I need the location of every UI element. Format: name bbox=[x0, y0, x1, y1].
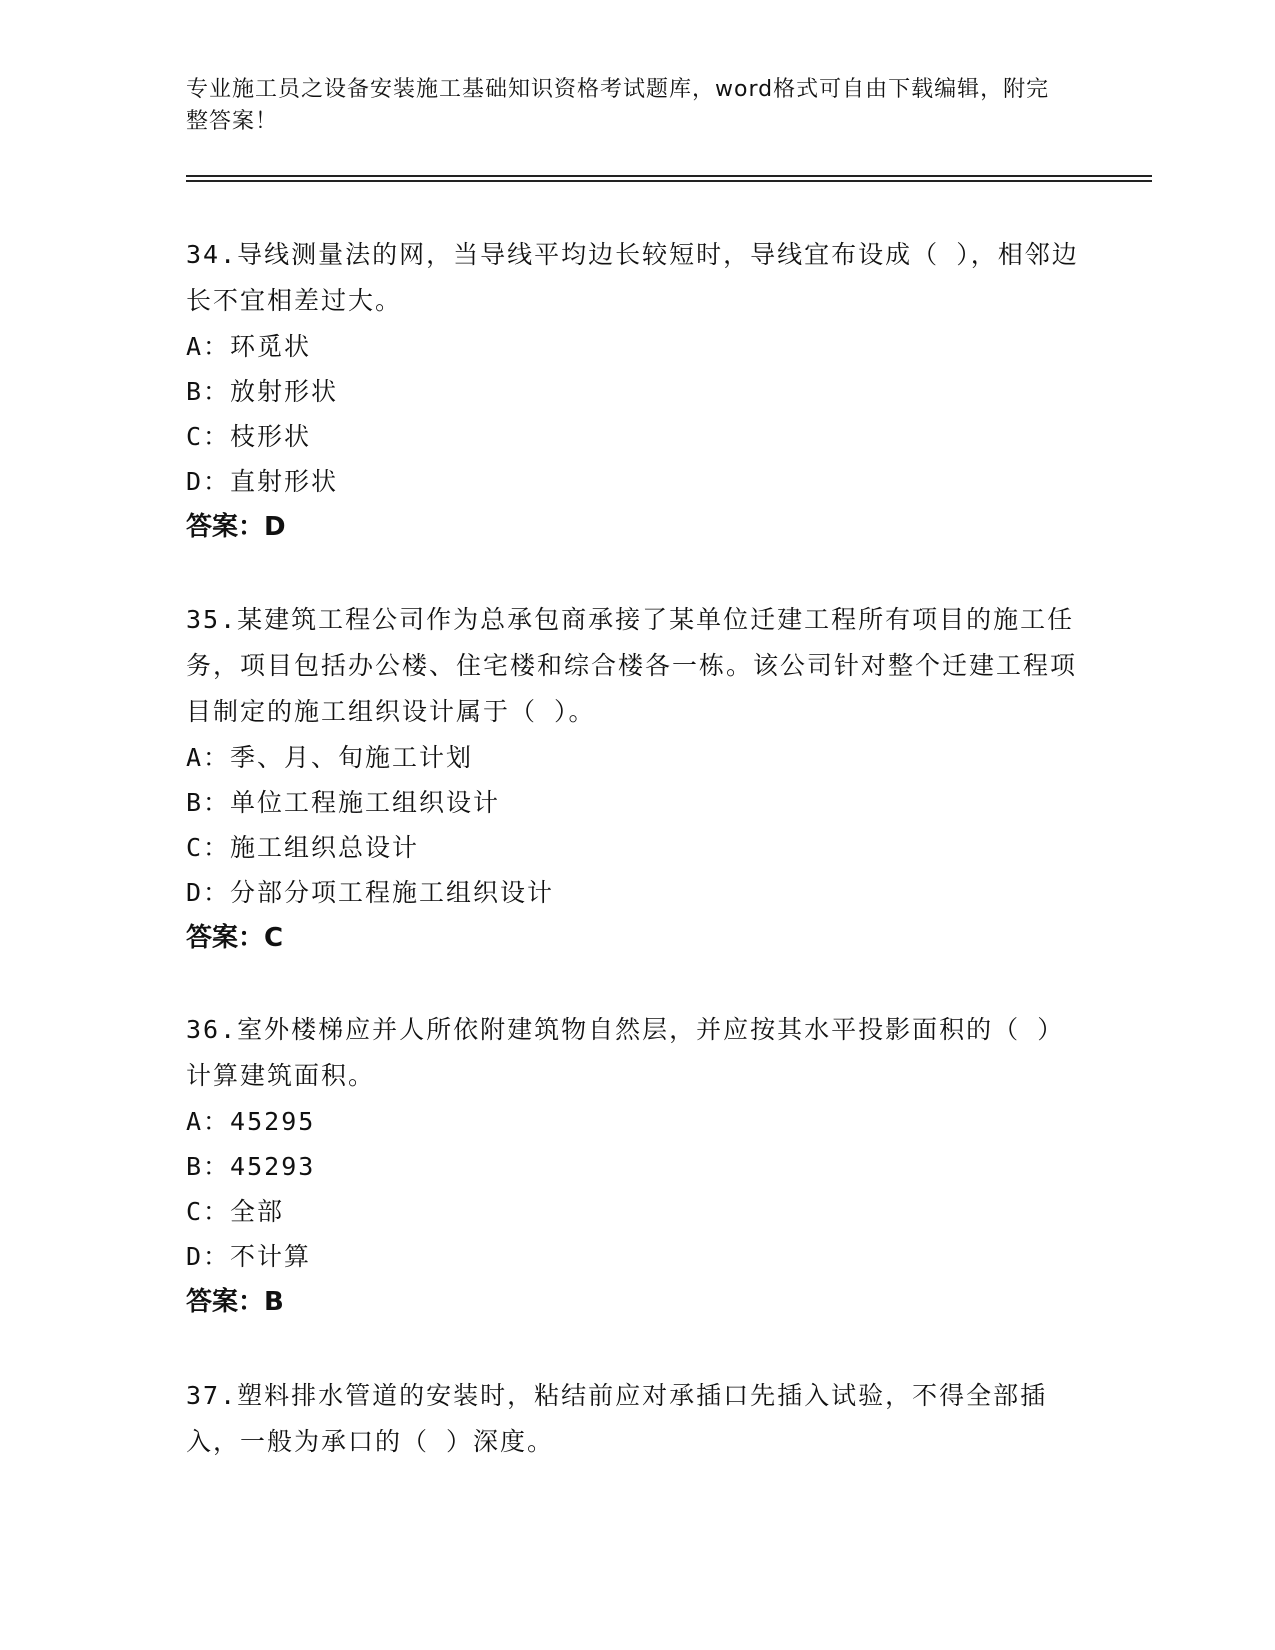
header-divider-bottom bbox=[186, 180, 1152, 182]
option-c: C：枝形状 bbox=[186, 422, 312, 451]
option-b: B：45293 bbox=[186, 1152, 316, 1181]
option-a: A：环觅状 bbox=[186, 332, 312, 361]
answer-label: 答案：B bbox=[186, 1287, 284, 1317]
option-c: C：全部 bbox=[186, 1197, 285, 1226]
answer-label: 答案：D bbox=[186, 512, 286, 542]
option-a: A：季、月、旬施工计划 bbox=[186, 743, 474, 772]
question-37 bbox=[186, 1373, 1086, 1465]
option-c: C：施工组织总设计 bbox=[186, 833, 420, 862]
option-b: B：放射形状 bbox=[186, 377, 339, 406]
option-d: D：直射形状 bbox=[186, 467, 339, 496]
question-stem: 34.导线测量法的网，当导线平均边长较短时，导线宜布设成（ ），相邻边长不宜相差过大。 bbox=[186, 240, 1079, 315]
question-34 bbox=[186, 232, 1086, 550]
option-b: B：单位工程施工组织设计 bbox=[186, 788, 501, 817]
option-d: D：不计算 bbox=[186, 1242, 312, 1271]
document-header: 专业施工员之设备安装施工基础知识资格考试题库，word格式可自由下载编辑，附完整答案！ bbox=[186, 77, 1050, 134]
header-divider-top bbox=[186, 175, 1152, 177]
answer-label: 答案：C bbox=[186, 923, 284, 953]
option-d: D：分部分项工程施工组织设计 bbox=[186, 878, 555, 907]
option-a: A：45295 bbox=[186, 1107, 316, 1136]
question-stem: 36.室外楼梯应并人所依附建筑物自然层，并应按其水平投影面积的（ ）计算建筑面积。 bbox=[186, 1015, 1065, 1090]
question-36 bbox=[186, 1007, 1086, 1325]
question-stem: 37.塑料排水管道的安装时，粘结前应对承插口先插入试验，不得全部插入，一般为承口的（ ）深度。 bbox=[186, 1381, 1048, 1456]
question-35 bbox=[186, 597, 1086, 961]
question-stem: 35.某建筑工程公司作为总承包商承接了某单位迁建工程所有项目的施工任务，项目包括办公楼、住宅楼和综合楼各一栋。该公司针对整个迁建工程项目制定的施工组织设计属于（ ）。 bbox=[186, 605, 1078, 726]
